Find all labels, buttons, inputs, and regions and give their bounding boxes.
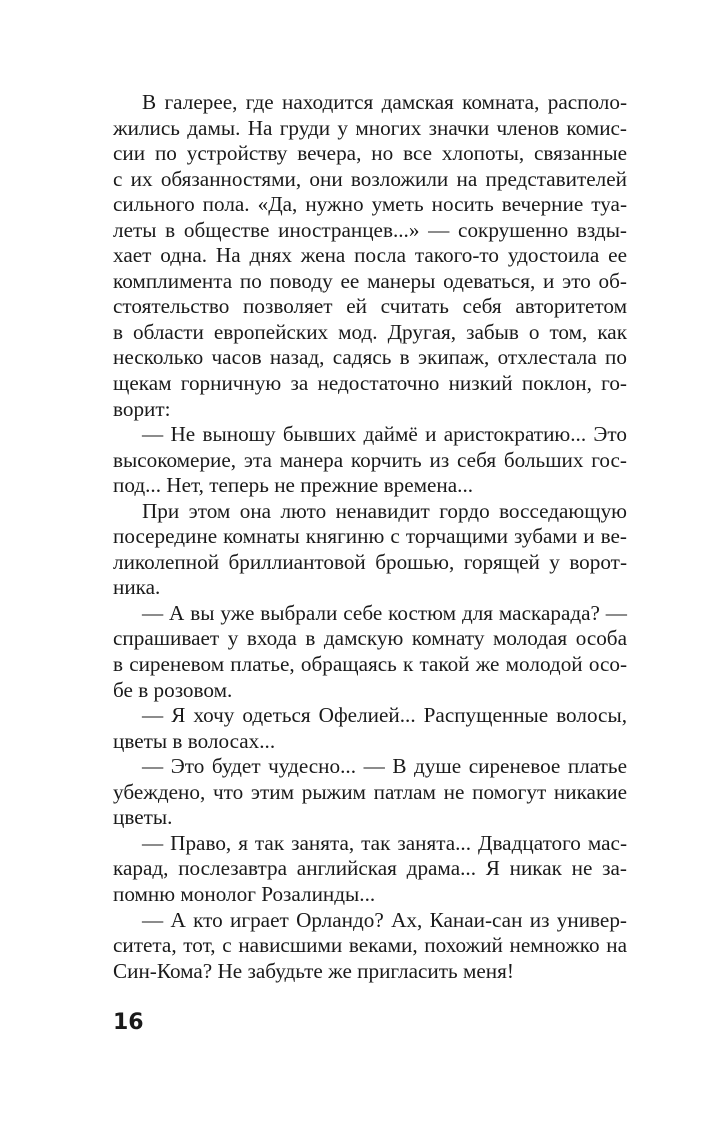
text-line: хает одна. На днях жена посла такого-то удостоила ее xyxy=(113,243,627,268)
text-line: под... Нет, теперь не прежние времена... xyxy=(113,473,474,498)
text-line: несколько часов назад, садясь в экипаж, отхлестала по xyxy=(113,345,627,370)
text-line: — Я хочу одеться Офелией... Распущенные волосы, xyxy=(142,703,627,728)
text-line: высокомерие, эта манера корчить из себя больших гос- xyxy=(113,447,627,472)
paragraph-4 xyxy=(113,601,627,703)
text-line: цветы. xyxy=(113,805,173,830)
paragraph-2 xyxy=(113,422,627,499)
text-line: убеждено, что этим рыжим патлам не помогут никакие xyxy=(113,779,627,804)
page-number: 16 xyxy=(113,1010,144,1035)
text-line: — Это будет чудесно... — В душе сиреневое платье xyxy=(142,754,627,779)
text-line: — А вы уже выбрали себе костюм для маскарада? — xyxy=(142,600,627,625)
paragraph-8 xyxy=(113,908,627,985)
text-line: сильного пола. «Да, нужно уметь носить вечерние туа- xyxy=(113,192,627,217)
text-line: карад, послезавтра английская драма... Я никак не за- xyxy=(113,856,627,881)
text-line: — Не выношу бывших даймё и аристократию... Это xyxy=(142,422,627,447)
paragraph-1 xyxy=(113,90,627,422)
text-line: спрашивает у входа в дамскую комнату молодая особа xyxy=(113,626,627,651)
paragraph-5 xyxy=(113,703,627,754)
text-line: с их обязанностями, они возложили на представителей xyxy=(113,166,627,191)
text-line: ника. xyxy=(113,575,161,600)
text-line: — А кто играет Орландо? Ах, Канаи-сан из универ- xyxy=(142,907,627,932)
text-line: помню монолог Розалинды... xyxy=(113,881,376,906)
text-line: леты в обществе иностранцев...» — сокрушенно взды- xyxy=(113,217,627,242)
page-body xyxy=(113,90,627,984)
text-line: Син-Кома? Не забудьте же пригласить меня! xyxy=(113,958,514,983)
text-line: цветы в волосах... xyxy=(113,728,276,753)
text-line: бе в розовом. xyxy=(113,677,233,702)
text-line: ворит: xyxy=(113,396,171,421)
paragraph-6 xyxy=(113,754,627,831)
text-line: щекам горничную за недостаточно низкий поклон, го- xyxy=(113,371,627,396)
text-line: При этом она люто ненавидит гордо восседающую xyxy=(142,498,627,523)
text-line: посередине комнаты княгиню с торчащими зубами и ве- xyxy=(113,524,627,549)
text-line: В галерее, где находится дамская комната, располо- xyxy=(142,90,627,114)
text-line: в сиреневом платье, обращаясь к такой же молодой осо- xyxy=(113,652,627,677)
text-line: — Право, я так занята, так занята... Двадцатого мас- xyxy=(142,830,627,855)
text-line: комплимента по поводу ее манеры одеваться, и это об- xyxy=(113,268,627,293)
text-line: ликолепной бриллиантовой брошью, горящей у ворот- xyxy=(113,549,627,574)
text-line: в области европейских мод. Другая, забыв о том, как xyxy=(113,319,627,344)
text-line: жились дамы. На груди у многих значки членов комис- xyxy=(113,115,627,140)
text-line: ситета, тот, с нависшими веками, похожий немножко на xyxy=(113,933,627,958)
paragraph-7 xyxy=(113,831,627,908)
paragraph-3 xyxy=(113,499,627,601)
text-line: стоятельство позволяет ей считать себя авторитетом xyxy=(113,294,627,319)
text-line: сии по устройству вечера, но все хлопоты, связанные xyxy=(113,141,627,166)
